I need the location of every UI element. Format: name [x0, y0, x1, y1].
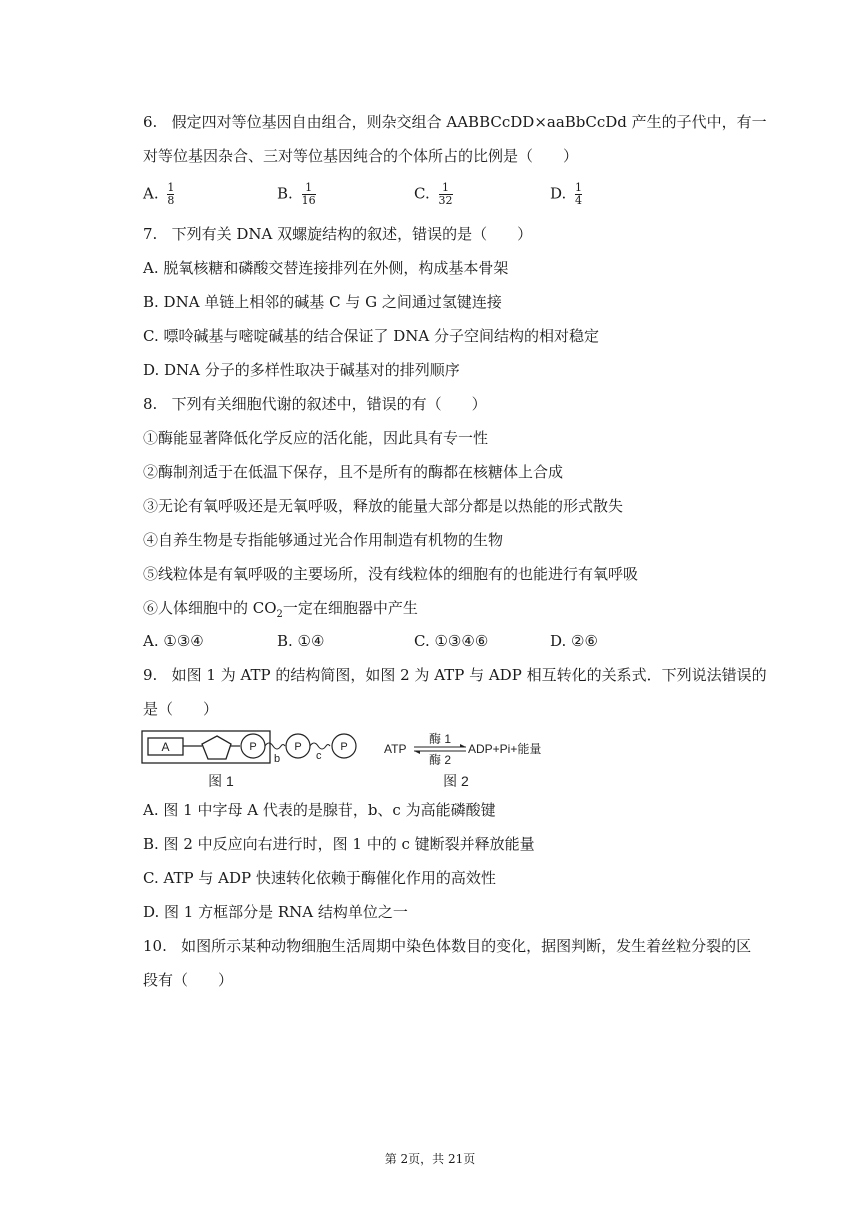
- high-energy-bond-c: [310, 743, 330, 749]
- question-6-line-1: [143, 112, 767, 132]
- statement-4: ④自养生物是专指能够通过光合作用制造有机物的生物: [143, 531, 504, 549]
- atp-label: ATP: [384, 742, 407, 756]
- question-8-options: [143, 632, 743, 660]
- option-c[interactable]: C. 嘌呤碱基与嘧啶碱基的结合保证了 DNA 分子空间结构的相对稳定: [143, 327, 600, 345]
- question-number: 10.: [143, 937, 167, 955]
- option-a[interactable]: A. $\frac{1}{8}$: [143, 181, 175, 207]
- fraction: $\frac{1}{8}$: [167, 181, 175, 207]
- svg-text:P: P: [294, 741, 302, 753]
- option-c[interactable]: C. ATP 与 ADP 快速转化依赖于酶催化作用的高效性: [143, 869, 496, 887]
- question-text: 下列有关细胞代谢的叙述中，错误的有（ ）: [171, 395, 487, 413]
- option-d[interactable]: D. DNA 分子的多样性取决于碱基对的排列顺序: [143, 361, 460, 379]
- figure-2-caption: 图 2: [443, 773, 469, 789]
- fraction: $\frac{1}{32}$: [438, 181, 453, 207]
- question-number: 7.: [143, 225, 158, 243]
- question-text: 下列有关 DNA 双螺旋结构的叙述，错误的是（ ）: [171, 225, 533, 243]
- enzyme-1-label: 酶 1: [428, 732, 452, 746]
- atp-structure-figure: [141, 728, 371, 792]
- bond-label-c: c: [316, 750, 322, 762]
- option-d[interactable]: D. 图 1 方框部分是 RNA 结构单位之一: [143, 903, 408, 921]
- option-c[interactable]: C. ①③④⑥: [414, 632, 489, 650]
- option-a[interactable]: A. 图 1 中字母 A 代表的是腺苷，b、c 为高能磷酸键: [143, 801, 496, 819]
- page-footer: 第 2页，共 21页: [384, 1152, 476, 1166]
- question-number: 9.: [143, 666, 158, 684]
- option-d[interactable]: D. $\frac{1}{4}$: [550, 181, 583, 207]
- adenine-label: A: [161, 740, 170, 754]
- option-a[interactable]: A. 脱氧核糖和磷酸交替连接排列在外侧，构成基本骨架: [143, 259, 509, 277]
- question-text: 如图 1 为 ATP 的结构简图，如图 2 为 ATP 与 ADP 相互转化的关系式．下列说法错误的: [171, 666, 767, 684]
- option-b[interactable]: B. 图 2 中反应向右进行时，图 1 中的 c 键断裂并释放能量: [143, 835, 535, 853]
- atp-adp-conversion-figure: [380, 728, 560, 792]
- question-number: 6.: [143, 113, 158, 131]
- option-b[interactable]: B. DNA 单链上相邻的碱基 C 与 G 之间通过氢键连接: [143, 293, 502, 311]
- option-a[interactable]: A. ①③④: [143, 632, 204, 650]
- question-8-stem: [143, 394, 487, 414]
- adp-products-label: ADP+Pi+能量: [468, 742, 542, 756]
- question-text: 如图所示某种动物细胞生活周期中染色体数目的变化，据图判断，发生着丝粒分裂的区: [181, 937, 752, 955]
- high-energy-bond-b: [265, 743, 285, 749]
- statement-2: ②酶制剂适于在低温下保存，且不是所有的酶都在核糖体上合成: [143, 463, 564, 481]
- ribose-pentagon: [202, 736, 231, 759]
- question-10-line-2: 段有（ ）: [143, 971, 234, 989]
- option-c[interactable]: C. $\frac{1}{32}$: [414, 181, 453, 207]
- svg-text:P: P: [340, 741, 348, 753]
- statement-6: ⑥人体细胞中的 $CO_2$一定在细胞器中产生: [143, 599, 418, 620]
- option-d[interactable]: D. ②⑥: [550, 632, 598, 650]
- statement-5: ⑤线粒体是有氧呼吸的主要场所，没有线粒体的细胞有的也能进行有氧呼吸: [143, 565, 639, 583]
- question-number: 8.: [143, 395, 158, 413]
- question-9-line-1: [143, 665, 767, 685]
- question-6-options: [143, 182, 743, 210]
- question-9-line-2: 是（ ）: [143, 700, 219, 718]
- fraction: $\frac{1}{16}$: [301, 181, 316, 207]
- fraction: $\frac{1}{4}$: [575, 181, 583, 207]
- svg-text:P: P: [249, 741, 257, 753]
- question-6-line-2: 对等位基因杂合、三对等位基因纯合的个体所占的比例是（ ）: [143, 147, 579, 165]
- figure-1-caption: 图 1: [208, 773, 234, 789]
- option-b[interactable]: B. $\frac{1}{16}$: [277, 181, 316, 207]
- enzyme-2-label: 酶 2: [428, 753, 452, 767]
- question-7-stem: [143, 224, 532, 244]
- bond-label-b: b: [274, 753, 281, 765]
- statement-1: ①酶能显著降低化学反应的活化能，因此具有专一性: [143, 429, 489, 447]
- option-b[interactable]: B. ①④: [277, 632, 325, 650]
- question-10-line-1: [143, 936, 751, 956]
- question-text: 假定四对等位基因自由组合，则杂交组合 AABBCcDD×aaBbCcDd 产生的子代中，有一: [171, 113, 767, 131]
- statement-3: ③无论有氧呼吸还是无氧呼吸，释放的能量大部分都是以热能的形式散失: [143, 497, 624, 515]
